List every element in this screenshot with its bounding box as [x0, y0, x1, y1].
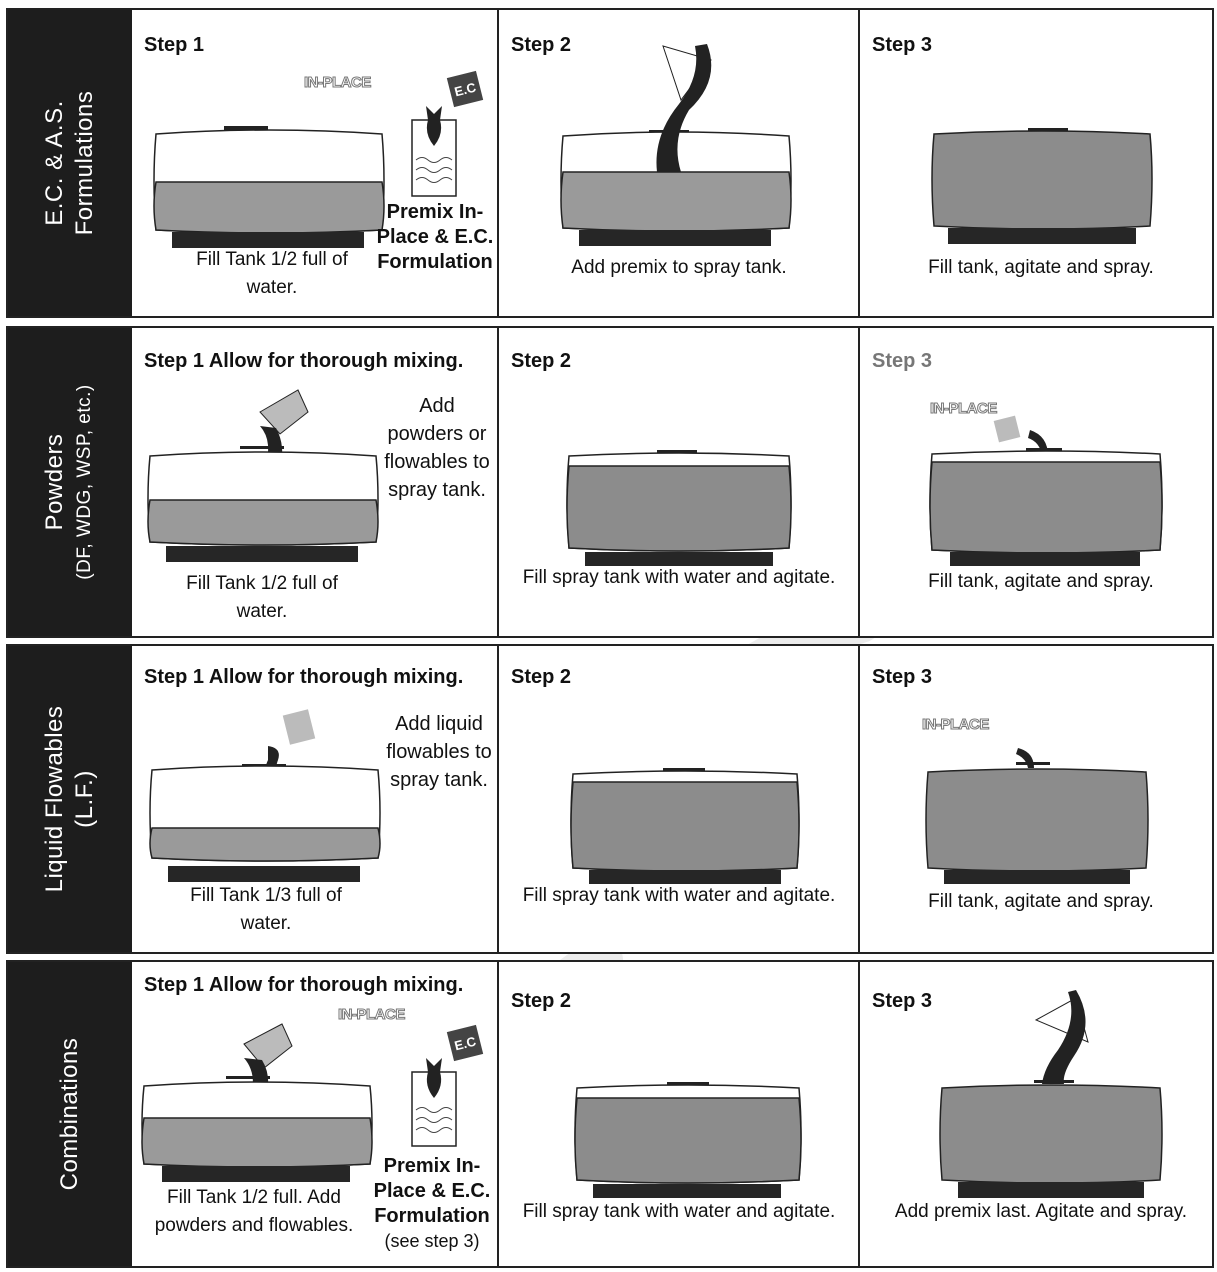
step-caption: Fill spray tank with water and agitate. [522, 567, 836, 588]
premix-caption [364, 1154, 500, 1254]
ec-badge: E.C [447, 71, 483, 107]
step-caption: Add premix last. Agitate and spray. [894, 1201, 1188, 1222]
row-ec-formulations [6, 8, 1214, 318]
tank-add-premix [940, 984, 1162, 1202]
step-label: Step 2 [511, 990, 572, 1012]
step1-cell [132, 646, 497, 952]
step-caption: Fill spray tank with water and agitate. [522, 1201, 836, 1222]
premix-jar-icon [410, 1054, 460, 1150]
row-sidebar [8, 328, 132, 636]
step3-cell [858, 646, 1212, 952]
row-sidebar [8, 646, 132, 952]
step-caption: Fill tank, agitate and spray. [928, 891, 1154, 912]
row-sidebar [8, 962, 132, 1266]
step-caption: Fill Tank 1/2 full of water. [196, 249, 348, 298]
row-powders [6, 326, 1214, 638]
step-label: Step 2 [511, 666, 572, 688]
row-title: E.C. & A.S. [41, 100, 68, 226]
step2-cell [497, 328, 858, 636]
step2-cell [497, 10, 858, 316]
tank-full [926, 742, 1148, 886]
step1-cell [132, 10, 497, 316]
step-label: Step 1 Allow for thorough mixing. [144, 666, 464, 688]
step-label: Step 1 [144, 34, 205, 56]
step2-cell [497, 646, 858, 952]
inplace-label: IN-PLACE [304, 74, 371, 91]
tank-add-liquid [150, 702, 380, 886]
step3-cell [858, 10, 1212, 316]
tank-full [930, 412, 1162, 568]
premix-note: (see step 3) [384, 1231, 480, 1251]
row-title: Liquid Flowables [41, 705, 68, 893]
step-caption: Fill Tank 1/2 full of water. [186, 573, 338, 622]
step-label: Step 1 Allow for thorough mixing. [144, 974, 464, 996]
row-subtitle: (DF, WDG, WSP, etc.) [74, 384, 95, 580]
inplace-label: IN-PLACE [338, 1006, 405, 1023]
step3-cell [858, 962, 1212, 1266]
step-caption: Fill Tank 1/2 full. Add powders and flowables. [154, 1187, 354, 1236]
step-label: Step 3 [872, 350, 933, 372]
tank-add-powder [142, 1020, 372, 1186]
tank-full [575, 1080, 801, 1202]
step2-cell [497, 962, 858, 1266]
step-caption: Add premix to spray tank. [571, 257, 787, 278]
premix-text: Premix In-Place & E.C. Formulation [373, 1155, 491, 1227]
inplace-label: IN-PLACE [922, 716, 989, 733]
row-liquid-flowables [6, 644, 1214, 954]
row-sidebar [8, 10, 132, 316]
step-label: Step 3 [872, 34, 933, 56]
step-caption: Fill Tank 1/3 full of water. [190, 885, 342, 934]
tank-add-premix [561, 40, 791, 250]
row-combinations [6, 960, 1214, 1268]
step1-cell [132, 328, 497, 636]
ec-badge: E.C [447, 1025, 483, 1061]
step-label: Step 3 [872, 666, 933, 688]
premix-jar-icon [410, 100, 460, 200]
premix-caption: Premix In-Place & E.C. Formulation [376, 201, 494, 273]
row-subtitle: (L.F.) [71, 770, 98, 828]
step-caption: Fill spray tank with water and agitate. [522, 885, 836, 906]
step3-cell [858, 328, 1212, 636]
step-label: Step 2 [511, 34, 572, 56]
step1-cell [132, 962, 497, 1266]
row-subtitle: Formulations [71, 90, 98, 236]
inplace-label: IN-PLACE [930, 400, 997, 417]
step-note: Add liquid flowables to spray tank. [386, 713, 492, 791]
row-title: Powders [41, 433, 68, 531]
tank-full [932, 126, 1152, 246]
step-note: Add powders or flowables to spray tank. [384, 395, 490, 501]
tank-full [567, 448, 791, 568]
tank-add-powder [148, 382, 378, 572]
step-label: Step 1 Allow for thorough mixing. [144, 350, 464, 372]
step-label: Step 2 [511, 350, 572, 372]
tank-half-full [154, 120, 384, 250]
row-title: Combinations [56, 1037, 83, 1191]
step-caption: Fill tank, agitate and spray. [928, 257, 1154, 278]
tank-full [571, 764, 799, 886]
step-caption: Fill tank, agitate and spray. [928, 571, 1154, 592]
step-label: Step 3 [872, 990, 933, 1012]
